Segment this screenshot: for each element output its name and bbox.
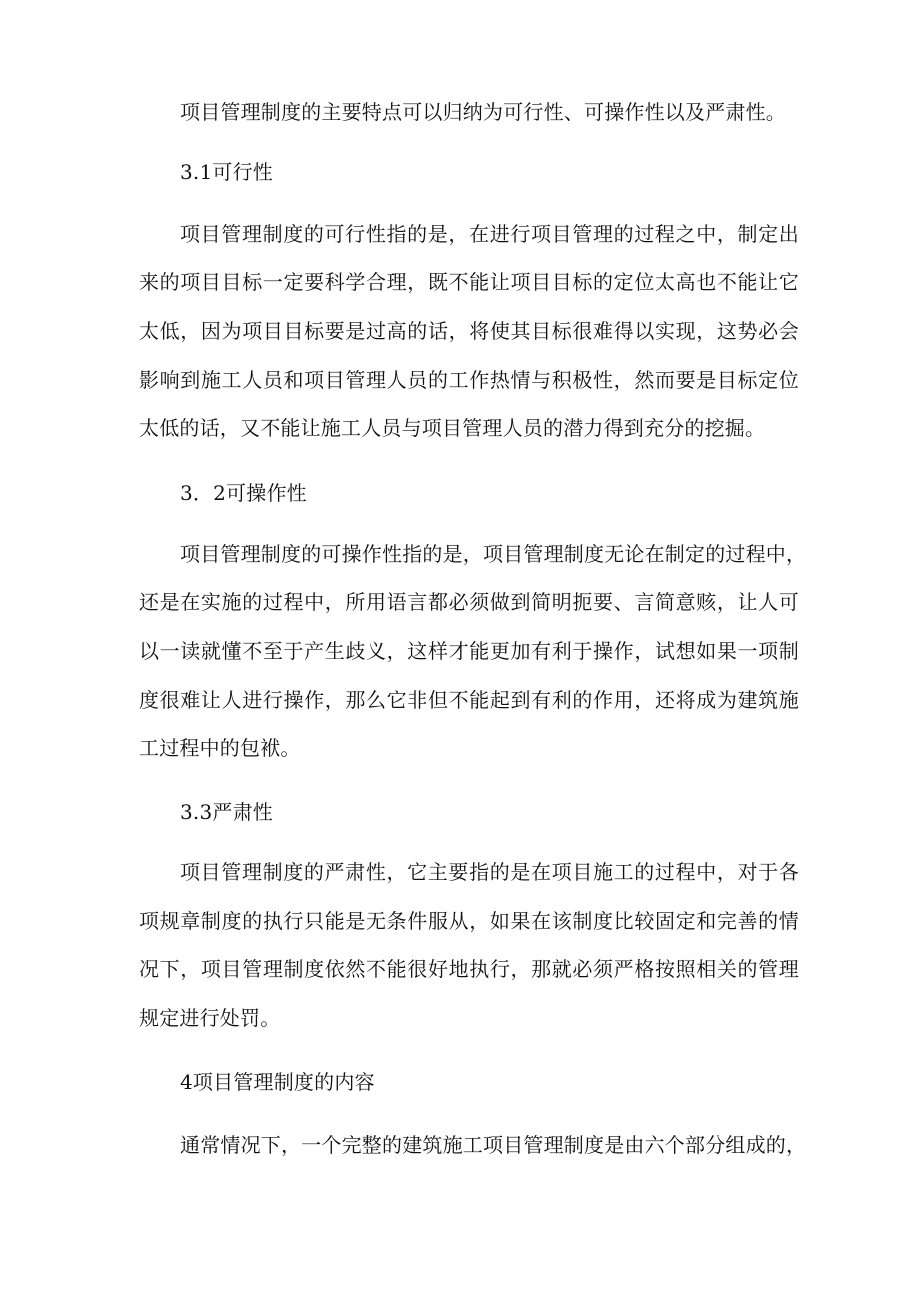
heading-3-3: 3.3严肃性 bbox=[180, 800, 274, 824]
paragraph-3-3-line: 规定进行处罚。 bbox=[139, 1006, 281, 1030]
heading-4: 4项目管理制度的内容 bbox=[180, 1070, 375, 1094]
paragraph-3-1-line: 太低，因为项目目标要是过高的话，将使其目标很难得以实现，这势必会 bbox=[139, 319, 799, 343]
paragraph-3-2-line: 项目管理制度的可操作性指的是，项目管理制度无论在制定的过程中， bbox=[180, 542, 807, 566]
paragraph-3-2-line: 度很难让人进行操作，那么它非但不能起到有利的作用，还将成为建筑施 bbox=[139, 688, 799, 712]
paragraph-3-1-line: 项目管理制度的可行性指的是，在进行项目管理的过程之中，制定出 bbox=[180, 222, 799, 246]
paragraph-3-3-line: 况下，项目管理制度依然不能很好地执行，那就必须严格按照相关的管理 bbox=[139, 957, 799, 981]
intro-paragraph: 项目管理制度的主要特点可以归纳为可行性、可操作性以及严肃性。 bbox=[180, 100, 786, 124]
paragraph-3-2-line: 工过程中的包袱。 bbox=[139, 736, 301, 760]
heading-3-2: 3．2可操作性 bbox=[180, 481, 307, 505]
paragraph-3-3-line: 项规章制度的执行只能是无条件服从，如果在该制度比较固定和完善的情 bbox=[139, 909, 799, 933]
paragraph-3-1-line: 太低的话，又不能让施工人员与项目管理人员的潜力得到充分的挖掘。 bbox=[139, 416, 766, 440]
paragraph-3-1-line: 影响到施工人员和项目管理人员的工作热情与积极性，然而要是目标定位 bbox=[139, 368, 799, 392]
heading-3-1: 3.1可行性 bbox=[180, 160, 274, 184]
paragraph-3-3-line: 项目管理制度的严肃性，它主要指的是在项目施工的过程中，对于各 bbox=[180, 860, 799, 884]
paragraph-3-1-line: 来的项目目标一定要科学合理，既不能让项目目标的定位太高也不能让它 bbox=[139, 270, 799, 294]
paragraph-4-line: 通常情况下，一个完整的建筑施工项目管理制度是由六个部分组成的， bbox=[180, 1133, 807, 1157]
paragraph-3-2-line: 还是在实施的过程中，所用语言都必须做到简明扼要、言简意赅，让人可 bbox=[139, 590, 799, 614]
paragraph-3-2-line: 以一读就懂不至于产生歧义，这样才能更加有利于操作，试想如果一项制 bbox=[139, 639, 799, 663]
